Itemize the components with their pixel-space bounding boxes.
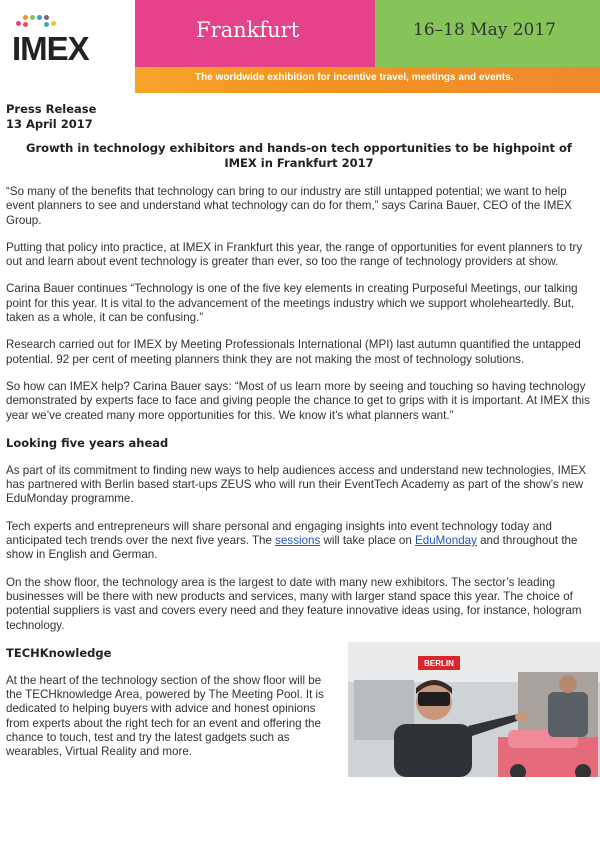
release-date: 13 April 2017 [6,117,93,131]
section-heading-techknowledge: TECHKnowledge [6,645,112,660]
edumonday-link[interactable]: EduMonday [415,534,477,548]
paragraph: At the heart of the technology section of the show floor will be the TECHknowledge Area, powered by The Meeting Pool. It is dedicated to helping buyers with advice and honest opinions from experts about the right tech for an event and offering the chance to touch, test and try the latest gadgets such as wearables, Virtual Reality and more. [6,673,324,759]
imex-logo[interactable] [0,0,135,93]
event-dates: 16–18 May 2017 [413,20,556,40]
paragraph: Carina Bauer continues “Technology is one of the five key elements in creating Purposeful Meetings, our talking point for this year. It is vital to the advancement of the meetings industry which we support wholeheartedly. But, taken as a whole, it can be confusing.” [6,282,578,325]
photo-sign-text: BERLIN [424,658,454,668]
paragraph: Research carried out for IMEX by Meeting Professionals International (MPI) last autumn quantified the untapped potential. 92 per cent of meeting planners think they are not making the most of technology solutions. [6,338,581,366]
paragraph: Putting that policy into practice, at IMEX in Frankfurt this year, the range of opportunities for event planners to try out and learn about event technology is greater than ever, so too the range of technology providers at show. [6,240,583,269]
tagline: The worldwide exhibition for incentive travel, meetings and events. [195,72,514,83]
techknowledge-section [6,646,592,760]
paragraph-with-links: Tech experts and entrepreneurs will share personal and engaging insights into event technology today and anticipated tech trends over the next five years. The sessions will take place on EduMonday and throughout the show in English and German. [6,519,578,562]
paragraph: On the show floor, the technology area is the largest to date with many new exhibitors. The sector’s leading businesses will be there with new products and services, many with larger stand space this year. The choice of potential suppliers is vast and covers every need and they feature innovative ideas using, for instance, hologram technology. [6,575,582,632]
header-banner [0,0,600,93]
sessions-link[interactable]: sessions [275,534,321,548]
paragraph: As part of its commitment to finding new ways to help audiences access and understand new technologies, IMEX has partnered with Berlin based start-ups ZEUS who will run their EventTech Academy as part of the show’s new EduMonday programme. [6,463,586,506]
vr-demo-photo [348,642,600,777]
headline: Growth in technology exhibitors and hands-on tech opportunities to be highpoint of IMEX in Frankfurt 2017 [26,141,572,170]
logo-text: IMEX [12,30,89,67]
paragraph: So how can IMEX help? Carina Bauer says: “Most of us learn more by seeing and touching so having technology demonstrated by experts face to face and giving people the chance to get to grips with it is important. At IMEX this year we’ve created many more opportunities for this. We know it’s what planners want.” [6,379,590,422]
event-city: Frankfurt [196,18,300,42]
press-release-body [6,102,592,773]
paragraph: “So many of the benefits that technology can bring to our industry are still untapped potential; we want to help event planners to see and understand what technology can do for them,” says Carina Bauer, CEO of the IMEX Group. [6,185,572,227]
section-heading-looking-ahead: Looking five years ahead [6,435,169,450]
press-release-label: Press Release [6,102,97,116]
